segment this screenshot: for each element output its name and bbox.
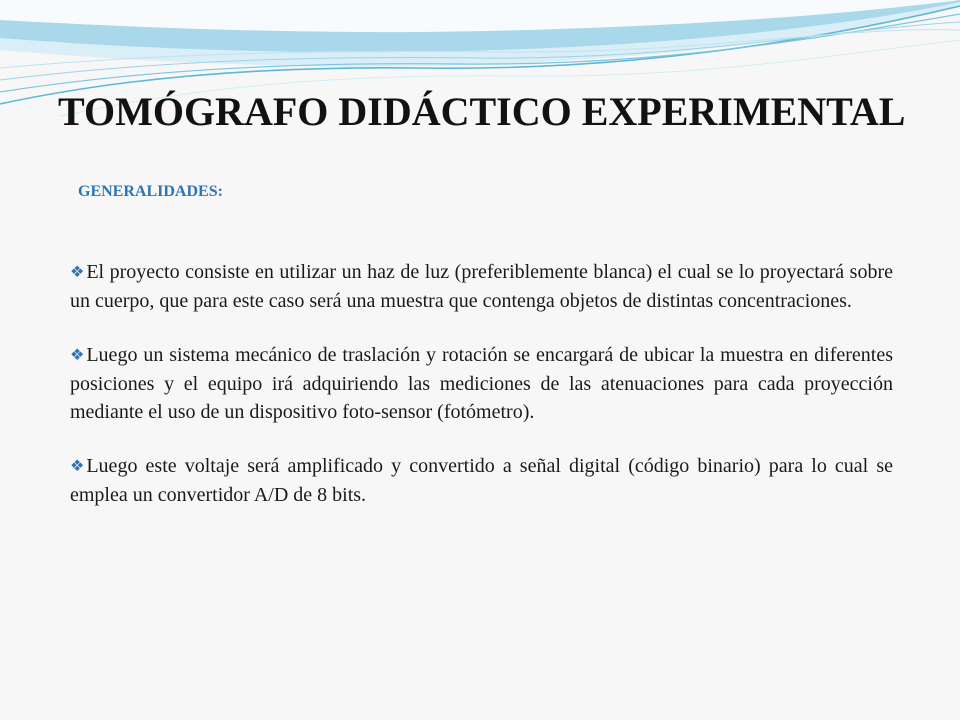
bullet-text: Luego este voltaje será amplificado y convertido a señal digital (código binario) para lo cual se emplea un convertidor A/D de 8 bits. [70,455,893,506]
bullet-list [70,258,893,535]
diamond-bullet-icon: ❖ [70,458,85,475]
bullet-item [70,258,893,315]
diamond-bullet-icon: ❖ [70,347,85,364]
bullet-item [70,452,893,509]
diamond-bullet-icon: ❖ [70,264,85,281]
slide-title: TOMÓGRAFO DIDÁCTICO EXPERIMENTAL [58,89,906,134]
bullet-text: Luego un sistema mecánico de traslación y rotación se encargará de ubicar la muestra en diferentes posiciones y el equipo irá adquiriendo las mediciones de las atenuaciones para cada proyección mediante el uso de un dispositivo foto-sensor (fotómetro). [70,344,893,423]
section-heading: GENERALIDADES: [78,183,223,200]
bullet-text: El proyecto consiste en utilizar un haz de luz (preferiblemente blanca) el cual se lo proyectará sobre un cuerpo, que para este caso será una muestra que contenga objetos de distintas concentraciones. [70,261,893,312]
bullet-item [70,341,893,426]
